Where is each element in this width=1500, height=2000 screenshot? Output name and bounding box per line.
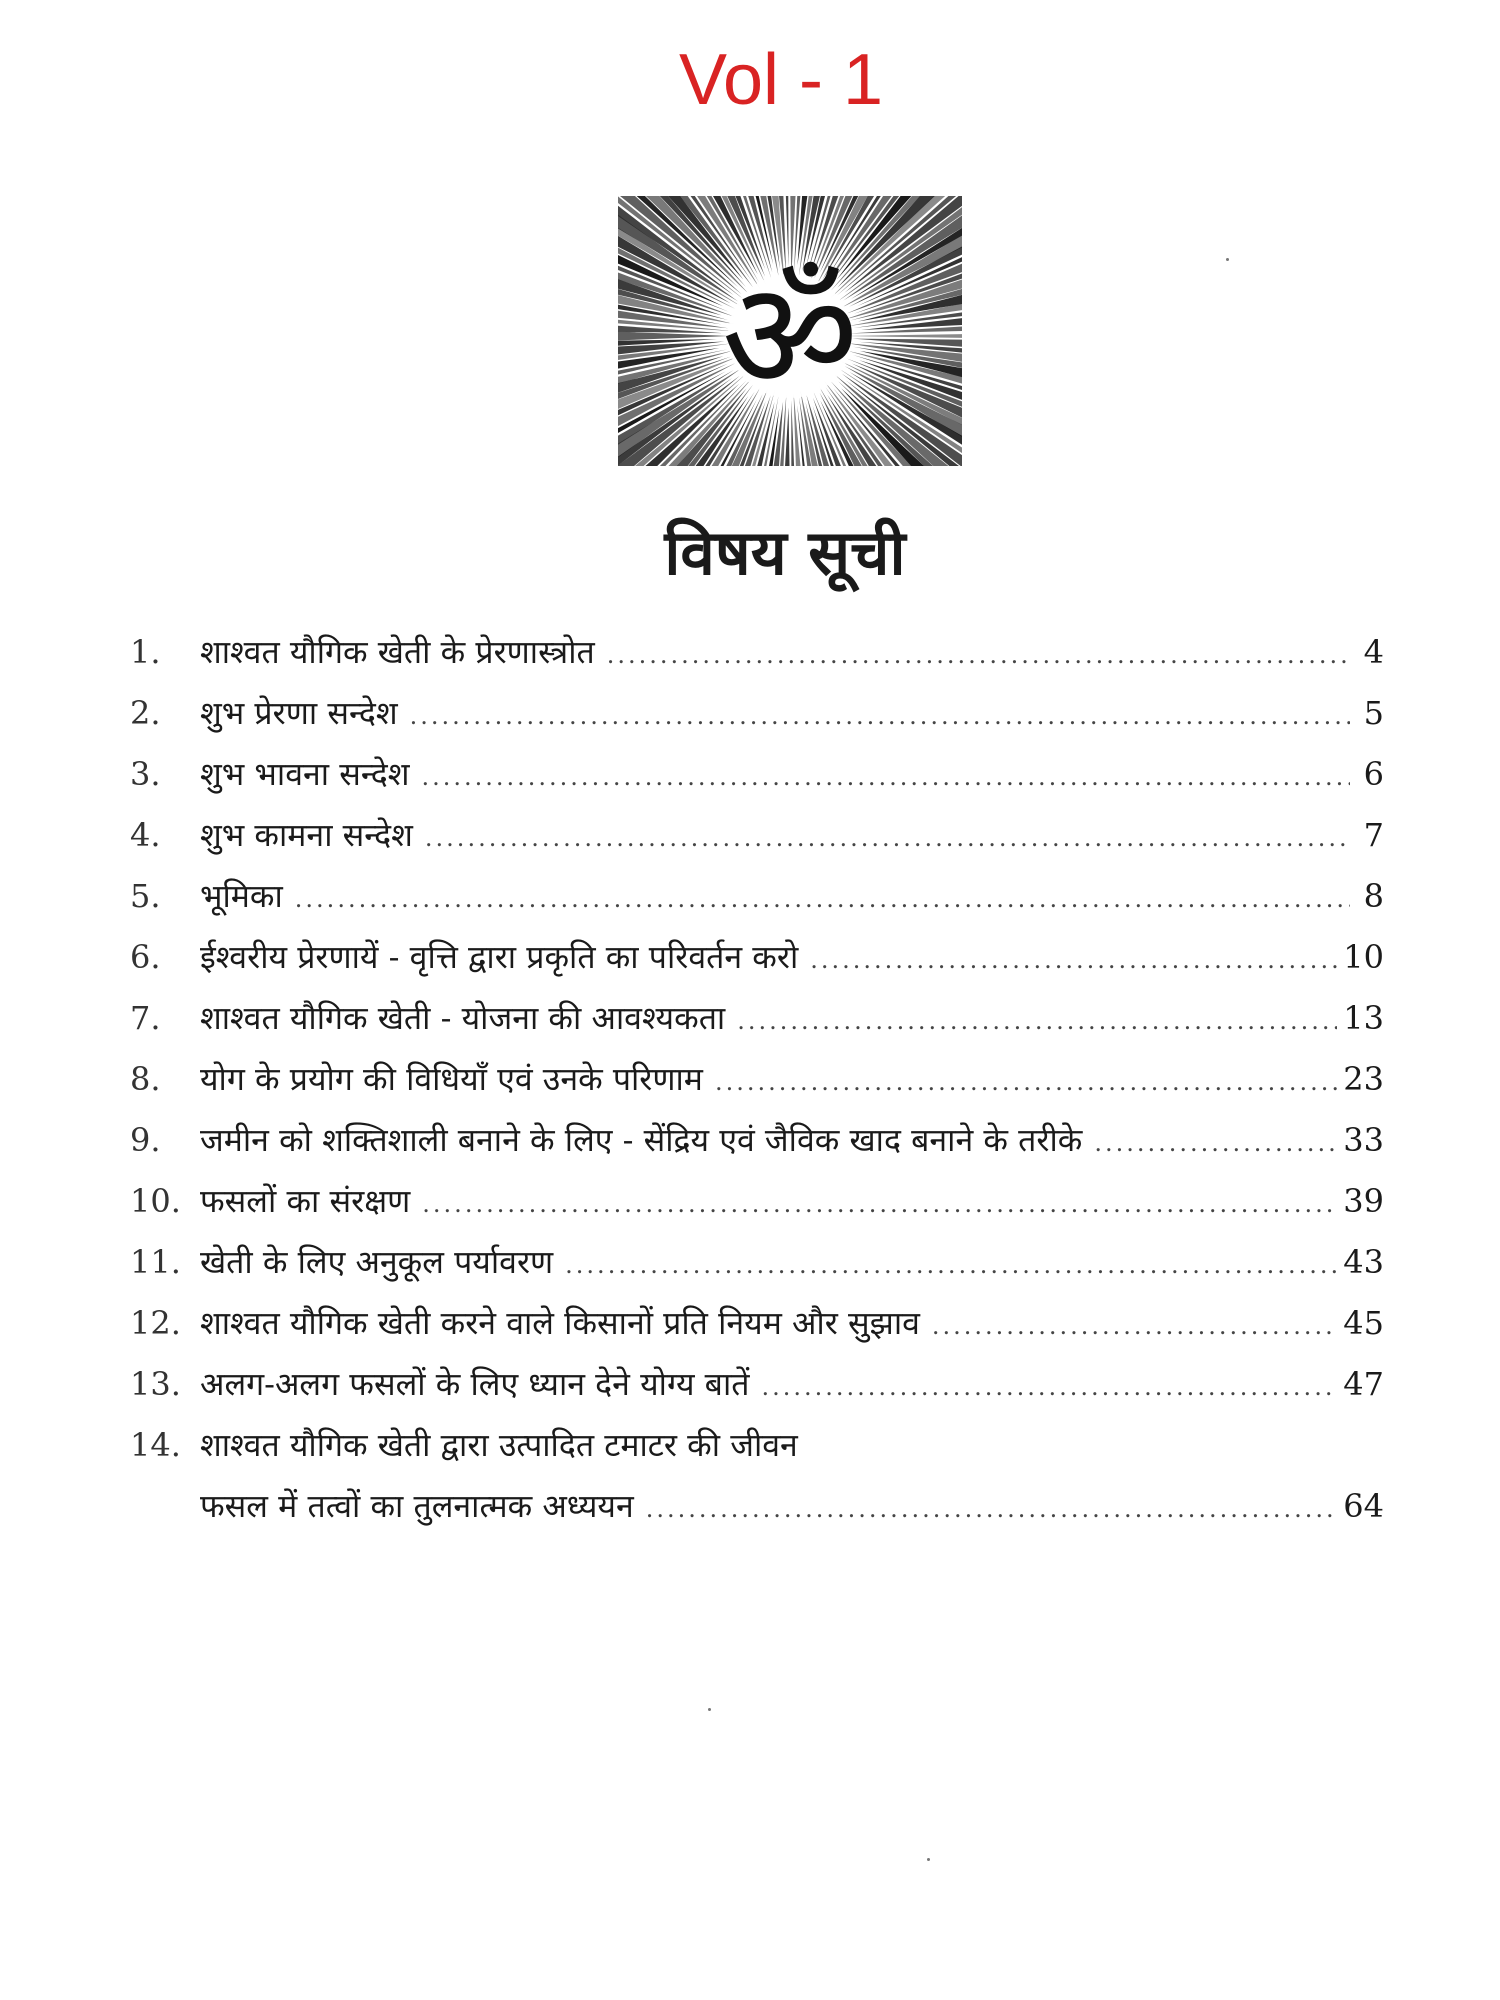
toc-entry-number: 6. xyxy=(130,938,161,976)
toc-leader-dots xyxy=(1094,1113,1337,1174)
toc-entry-label: शुभ प्रेरणा सन्देश xyxy=(200,694,398,732)
toc-entry-4[interactable] xyxy=(130,805,1384,866)
toc-entry-number: 4. xyxy=(130,816,161,854)
toc-entry-label: फसलों का संरक्षण xyxy=(200,1182,411,1220)
toc-entry-2[interactable] xyxy=(130,683,1384,744)
toc-leader-dots xyxy=(810,930,1337,991)
toc-leader-dots xyxy=(607,625,1350,686)
toc-list xyxy=(130,622,1384,1537)
toc-entry-11[interactable] xyxy=(130,1232,1384,1293)
toc-entry-page: 64 xyxy=(1343,1487,1384,1525)
toc-entry-14[interactable] xyxy=(130,1415,1384,1476)
toc-entry-13[interactable] xyxy=(130,1354,1384,1415)
toc-entry-number: 5. xyxy=(130,877,161,915)
toc-entry-14-continuation[interactable] xyxy=(130,1476,1384,1537)
toc-entry-page: 10 xyxy=(1343,938,1384,976)
toc-entry-6[interactable] xyxy=(130,927,1384,988)
toc-entry-9[interactable] xyxy=(130,1110,1384,1171)
toc-leader-dots xyxy=(410,686,1350,747)
toc-entry-page: 43 xyxy=(1343,1243,1384,1281)
toc-entry-label: ईश्वरीय प्रेरणायें - वृत्ति द्वारा प्रकृति का परिवर्तन करो xyxy=(200,938,799,976)
scan-speck xyxy=(927,1858,930,1861)
toc-entry-page: 5 xyxy=(1363,694,1384,732)
toc-entry-page: 47 xyxy=(1343,1365,1384,1403)
volume-label: Vol - 1 xyxy=(678,40,884,120)
toc-entry-label: शुभ कामना सन्देश xyxy=(200,816,413,854)
toc-title: विषय सूची xyxy=(664,516,906,589)
toc-entry-label: खेती के लिए अनुकूल पर्यावरण xyxy=(200,1243,554,1281)
toc-entry-5[interactable] xyxy=(130,866,1384,927)
svg-text:ॐ: ॐ xyxy=(721,250,859,424)
toc-leader-dots xyxy=(715,1052,1337,1113)
toc-entry-page: 45 xyxy=(1343,1304,1384,1342)
toc-entry-page: 6 xyxy=(1363,755,1384,793)
toc-entry-10[interactable] xyxy=(130,1171,1384,1232)
toc-entry-1[interactable] xyxy=(130,622,1384,683)
om-emblem xyxy=(618,196,962,466)
toc-leader-dots xyxy=(646,1479,1338,1540)
toc-entry-label: योग के प्रयोग की विधियाँ एवं उनके परिणाम xyxy=(200,1060,703,1098)
scan-speck xyxy=(1226,258,1229,261)
toc-leader-dots xyxy=(422,1174,1337,1235)
toc-entry-label: शाश्वत यौगिक खेती करने वाले किसानों प्रति नियम और सुझाव xyxy=(200,1304,920,1342)
toc-entry-page: 13 xyxy=(1343,999,1384,1037)
toc-entry-3[interactable] xyxy=(130,744,1384,805)
toc-entry-label: जमीन को शक्तिशाली बनाने के लिए - सेंद्रिय एवं जैविक खाद बनाने के तरीके xyxy=(200,1121,1083,1159)
toc-leader-dots xyxy=(737,991,1337,1052)
toc-leader-dots xyxy=(761,1357,1337,1418)
toc-entry-page: 23 xyxy=(1343,1060,1384,1098)
toc-entry-number: 14. xyxy=(130,1426,181,1464)
toc-entry-page: 4 xyxy=(1363,633,1384,671)
toc-entry-label: शाश्वत यौगिक खेती द्वारा उत्पादित टमाटर की जीवन xyxy=(200,1426,798,1464)
toc-entry-7[interactable] xyxy=(130,988,1384,1049)
toc-entry-12[interactable] xyxy=(130,1293,1384,1354)
toc-entry-page: 7 xyxy=(1363,816,1384,854)
toc-entry-label: भूमिका xyxy=(200,877,283,915)
toc-entry-number: 12. xyxy=(130,1304,181,1342)
toc-entry-number: 7. xyxy=(130,999,161,1037)
toc-entry-number: 2. xyxy=(130,694,161,732)
scan-speck xyxy=(708,1708,711,1711)
toc-leader-dots xyxy=(422,747,1351,808)
toc-entry-page: 39 xyxy=(1343,1182,1384,1220)
toc-entry-number: 3. xyxy=(130,755,161,793)
toc-entry-number: 13. xyxy=(130,1365,181,1403)
toc-entry-label: शाश्वत यौगिक खेती - योजना की आवश्यकता xyxy=(200,999,726,1037)
toc-leader-dots xyxy=(425,808,1350,869)
toc-entry-label: अलग-अलग फसलों के लिए ध्यान देने योग्य बातें xyxy=(200,1365,750,1403)
toc-entry-8[interactable] xyxy=(130,1049,1384,1110)
toc-entry-number: 1. xyxy=(130,633,161,671)
om-icon xyxy=(618,196,962,466)
toc-entry-number: 10. xyxy=(130,1182,181,1220)
toc-entry-page: 33 xyxy=(1343,1121,1384,1159)
toc-entry-label: शुभ भावना सन्देश xyxy=(200,755,410,793)
toc-leader-dots xyxy=(932,1296,1337,1357)
toc-leader-dots xyxy=(295,869,1350,930)
toc-entry-number: 8. xyxy=(130,1060,161,1098)
toc-entry-page: 8 xyxy=(1363,877,1384,915)
toc-entry-label-continuation: फसल में तत्वों का तुलनात्मक अध्ययन xyxy=(200,1487,634,1525)
toc-entry-label: शाश्वत यौगिक खेती के प्रेरणास्त्रोत xyxy=(200,633,595,671)
toc-entry-number: 9. xyxy=(130,1121,161,1159)
toc-leader-dots xyxy=(565,1235,1337,1296)
toc-entry-number: 11. xyxy=(130,1243,181,1281)
